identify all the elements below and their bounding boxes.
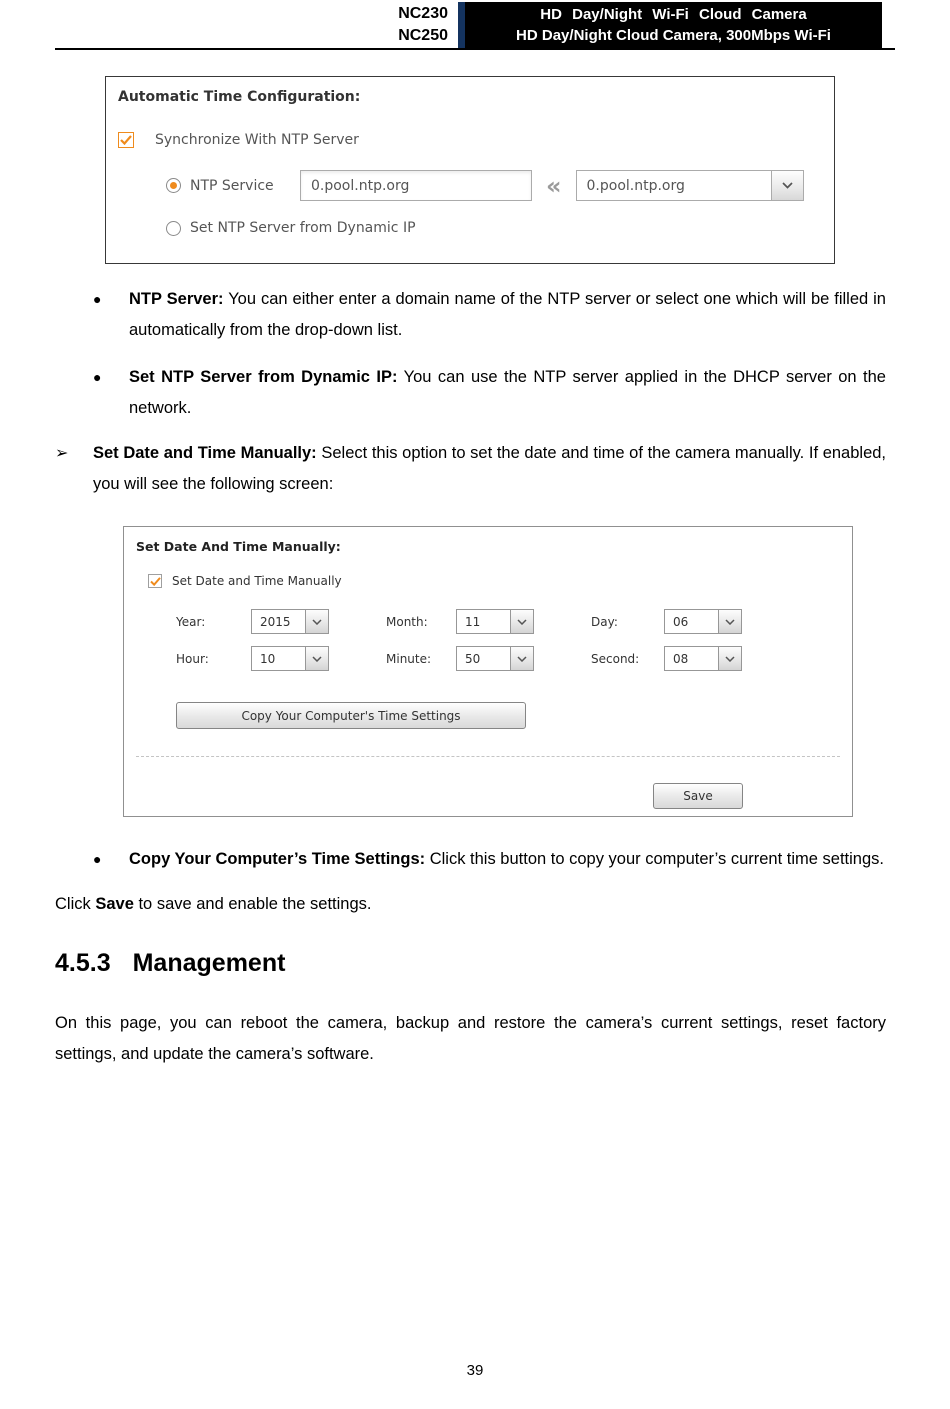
bullet-dynamic-ip-term: Set NTP Server from Dynamic IP: <box>129 368 398 386</box>
bullet-dot-icon: ● <box>93 291 102 307</box>
transfer-left-icon[interactable]: « <box>546 171 562 200</box>
model-numbers <box>398 3 448 47</box>
day-select-value: 06 <box>673 614 689 629</box>
set-date-checkbox[interactable] <box>148 574 162 588</box>
ntp-service-row <box>166 170 822 201</box>
ntp-service-label: NTP Service <box>190 177 274 194</box>
save-note-pre: Click <box>55 895 96 913</box>
chevron-down-icon[interactable] <box>771 171 803 200</box>
second-label: Second: <box>591 651 640 666</box>
hour-select[interactable] <box>251 646 329 671</box>
page-number: 39 <box>466 1362 484 1379</box>
bullet-dynamic-ip <box>55 362 886 424</box>
second-select-value: 08 <box>673 651 689 666</box>
section-heading <box>55 948 886 978</box>
day-label: Day: <box>591 614 618 629</box>
section-title: Management <box>132 949 286 977</box>
field-day <box>591 609 840 634</box>
set-date-checkbox-label: Set Date and Time Manually <box>172 574 342 588</box>
year-label: Year: <box>176 614 206 629</box>
header-divider <box>55 48 895 50</box>
hour-label: Hour: <box>176 651 209 666</box>
bullet-copy-time-term: Copy Your Computer’s Time Settings: <box>129 850 426 868</box>
sync-ntp-row <box>118 132 822 148</box>
save-row <box>136 783 840 809</box>
ntp-server-dropdown[interactable] <box>576 170 804 201</box>
second-select[interactable] <box>664 646 742 671</box>
product-banner <box>458 2 882 48</box>
field-second <box>591 646 840 671</box>
check-icon <box>120 135 132 145</box>
bullet-dynamic-ip-desc: You can use the NTP server applied in the DHCP server on the network. <box>129 368 886 417</box>
dashed-divider <box>136 756 840 757</box>
field-month <box>386 609 591 634</box>
save-note-bold: Save <box>95 895 134 913</box>
bullet-ntp-server-desc: You can either enter a domain name of the NTP server or select one which will be filled in automatically from the drop-down list. <box>129 290 886 339</box>
section-number: 4.5.3 <box>55 949 111 977</box>
save-note <box>55 889 886 920</box>
save-note-post: to save and enable the settings. <box>133 895 372 913</box>
ntp-service-radio[interactable] <box>166 178 181 193</box>
auto-time-config-title: Automatic Time Configuration: <box>118 89 361 105</box>
set-date-checkbox-row <box>148 574 840 588</box>
bullet-ntp-server <box>55 284 886 346</box>
banner-title-line2: HD Day/Night Cloud Camera, 300Mbps Wi-Fi <box>516 27 831 44</box>
field-hour <box>176 646 386 671</box>
ntp-server-input[interactable] <box>300 170 532 201</box>
arrow-bullet-icon: ➢ <box>55 445 69 462</box>
chevron-down-icon[interactable] <box>305 647 328 670</box>
chevron-down-icon[interactable] <box>305 610 328 633</box>
set-date-panel-title: Set Date And Time Manually: <box>136 539 341 554</box>
sync-ntp-label: Synchronize With NTP Server <box>155 132 359 148</box>
bullet-dot-icon: ● <box>93 851 102 867</box>
chevron-down-icon[interactable] <box>718 647 741 670</box>
save-button[interactable]: Save <box>653 783 743 809</box>
ntp-server-input-value: 0.pool.ntp.org <box>311 177 410 194</box>
hour-select-value: 10 <box>260 651 276 666</box>
month-select[interactable] <box>456 609 534 634</box>
minute-label: Minute: <box>386 651 432 666</box>
set-date-panel <box>123 526 853 817</box>
dynamic-ip-label: Set NTP Server from Dynamic IP <box>190 220 416 236</box>
set-date-manually-desc: Select this option to set the date and time of the camera manually. If enabled, you will see the following screen: <box>93 444 887 493</box>
dynamic-ip-radio[interactable] <box>166 221 181 236</box>
copy-computer-time-button[interactable]: Copy Your Computer's Time Settings <box>176 702 526 729</box>
dynamic-ip-row <box>166 220 822 236</box>
year-select-value: 2015 <box>260 614 291 629</box>
ntp-server-dropdown-value: 0.pool.ntp.org <box>586 177 685 194</box>
radio-dot-icon <box>170 182 177 189</box>
field-year <box>176 609 386 634</box>
chevron-down-icon[interactable] <box>718 610 741 633</box>
bullet-copy-time <box>55 844 886 875</box>
sync-ntp-checkbox[interactable] <box>118 132 134 148</box>
year-select[interactable] <box>251 609 329 634</box>
set-date-manually-term: Set Date and Time Manually: <box>93 444 317 462</box>
page-header <box>0 0 950 50</box>
chevron-down-icon[interactable] <box>510 610 533 633</box>
page-content <box>0 50 950 1070</box>
bullet-ntp-server-term: NTP Server: <box>129 290 224 308</box>
bullet-copy-time-desc: Click this button to copy your computer’s current time settings. <box>429 850 884 868</box>
banner-title-line1: HD Day/Night Wi-Fi Cloud Camera <box>540 6 807 23</box>
minute-select[interactable] <box>456 646 534 671</box>
field-minute <box>386 646 591 671</box>
model-nc230: NC230 <box>398 5 448 22</box>
date-time-grid <box>176 609 840 671</box>
item-set-date-manually <box>55 438 886 500</box>
check-icon <box>150 577 161 586</box>
chevron-down-icon[interactable] <box>510 647 533 670</box>
month-label: Month: <box>386 614 428 629</box>
day-select[interactable] <box>664 609 742 634</box>
auto-time-config-panel <box>105 76 835 264</box>
model-nc250: NC250 <box>398 27 448 44</box>
bullet-dot-icon: ● <box>93 369 102 385</box>
month-select-value: 11 <box>465 614 481 629</box>
minute-select-value: 50 <box>465 651 481 666</box>
management-paragraph: On this page, you can reboot the camera, backup and restore the camera’s current settings, reset factory settings, and update the camera’s software. <box>55 1014 886 1063</box>
